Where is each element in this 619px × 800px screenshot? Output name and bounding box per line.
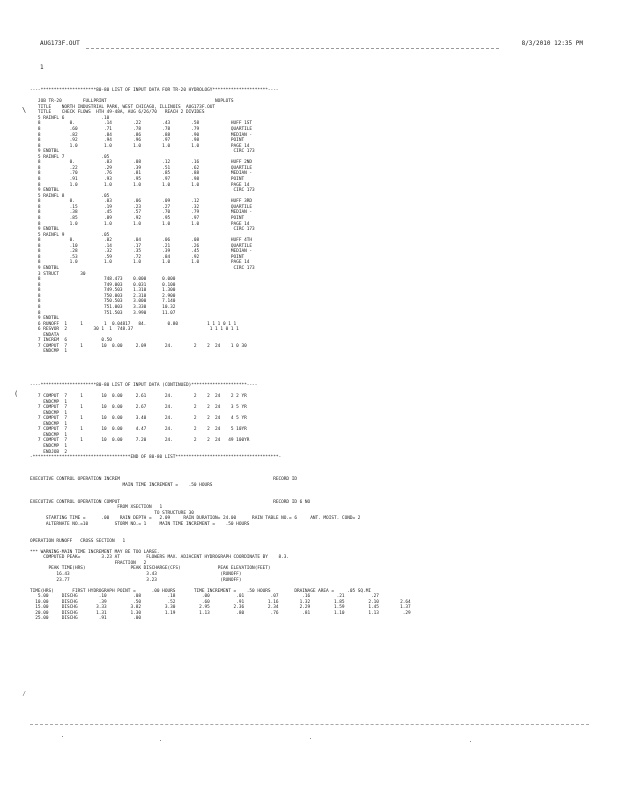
- listing-line: 8 .38 .45 .57 .70 .79 MEDIAN -: [30, 210, 253, 216]
- listing-line: TITLE NORTH INDUSTRIAL PARK, WEST CHICAGO, ILLINOIS AUG173F.OUT: [30, 104, 216, 110]
- listing-line: 7 COMPUT 7 1 10 0.00 4.47 24. 2 2 24 5 10YR: [30, 427, 247, 433]
- margin-bracket-mark: (: [14, 390, 19, 398]
- listing-line: ENDCMP 1: [30, 432, 68, 438]
- listing-line: 6 RUNOFF 1 1 1 0.04817 84. 0.80 1 1 1 0 1 1: [30, 321, 237, 327]
- listing-line: ENDCMP 1: [30, 349, 68, 355]
- listing-line: 8 .28 .32 .35 .39 .45 MEDIAN -: [30, 249, 253, 255]
- listing-line: EXECUTIVE CONTROL OPERATION INCREM RECORD ID: [30, 477, 297, 483]
- listing-line: 8 .10 .14 .17 .21 .26 QUARTILE: [30, 243, 253, 249]
- listing-line: 7 COMPUT 7 1 10 0.00 2.61 24. 2 2 24 2 2 YR: [30, 393, 247, 399]
- listing-line: FRACTION 2: [30, 560, 147, 566]
- footer-rule: [30, 724, 589, 725]
- listing-line: 8 .60 .71 .78 .78 .79 QUARTILE: [30, 126, 253, 132]
- listing-line: 8 .22 .29 .39 .51 .62 QUARTILE: [30, 165, 253, 171]
- listing-line: 8 1.0 1.0 1.0 1.0 1.0 PAGE 14: [30, 260, 250, 266]
- listing-line: 15.00 DISCHG 3.33 3.82 3.30 2.95 2.36 2.34 2.29 1.59 1.45 1.37: [30, 605, 411, 611]
- listing-line: ENDCMP 1: [30, 444, 68, 449]
- page-number: 1: [40, 64, 44, 71]
- scan-speck: [160, 740, 161, 741]
- listing-line: 7 COMPUT 7 1 10 0.00 3.40 24. 2 2 24 4 5 YR: [30, 416, 247, 422]
- listing-line: ALTERNATE NO.=10 STORM NO.= 1 MAIN TIME INCREMENT = .50 HOURS: [30, 521, 250, 527]
- listing-line: FROM XSECTION 1: [30, 505, 163, 511]
- listing-line: 5 RAINFL 8 .05: [30, 193, 110, 199]
- listing-line: 8 748.473 0.000 0.000: [30, 277, 176, 283]
- header-datetime: 8/3/2010 12:35 PM: [521, 40, 583, 47]
- listing-line: 8 750.003 2.310 2.900: [30, 293, 176, 299]
- header-filename: AUG173F.OUT: [40, 40, 80, 47]
- listing-line: 5.00 DISCHG .10 .08 .18 .00 .01 .07 .16 .21 .27: [30, 594, 379, 600]
- listing-line: 8 749.003 0.031 0.100: [30, 282, 176, 288]
- listing-line: 8 750.503 3.000 7.140: [30, 299, 176, 305]
- listing-line: -*************************************END OF 80-80 LIST***************************************-: [30, 455, 282, 461]
- listing-line: 8 .91 .93 .95 .97 .98 POINT: [30, 177, 245, 182]
- listing-line: TO STRUCTURE 30: [30, 510, 194, 516]
- listing-line: 9 ENDTBL CIRC 173: [30, 149, 255, 155]
- listing-line: COMPUTED PEAK= 3.23 AT FLOWERS MAX. ADJACENT HYDROGRAPH COORDINATE BY 8.3.: [30, 555, 290, 561]
- listing-line: 5 RAINFL 9 .05: [30, 232, 110, 238]
- listing-line: 8 751.503 3.990 11.07: [30, 310, 176, 316]
- listing-line: 8 1.0 1.0 1.0 1.0 1.0 PAGE 14: [30, 143, 250, 149]
- listing-line: 7 COMPUT 7 1 10 0.00 7.20 24. 2 2 24 49 100YR: [30, 438, 250, 444]
- listing-line: 16.43 3.43 (RUNOFF): [30, 571, 242, 577]
- listing-line: MAIN TIME INCREMENT = .50 HOURS: [30, 482, 213, 488]
- listing-line: 8 .85 .89 .92 .95 .97 POINT: [30, 215, 245, 221]
- listing-line: 6 RESVOR 2 30 1 1 748.37 1 1 1 0 1 1: [30, 327, 239, 333]
- scan-speck: [62, 736, 63, 737]
- listing-line: 9 ENDTBL CIRC 173: [30, 188, 255, 194]
- listing-line: ENDCMP 1: [30, 399, 68, 405]
- listing-line: STARTING TIME = .00 RAIN DEPTH = 2.09 RAIN DURATION= 24.00 RAIN TABLE NO.= 6 ANT. MOIST. COND= 2: [30, 516, 361, 522]
- listing-line: ----*********************80-80 LIST OF INPUT DATA (CONTINUED)*********************----: [30, 382, 258, 388]
- listing-line: 8 .92 .94 .96 .97 .98 POINT: [30, 138, 245, 144]
- listing-line: OPERATION RUNOFF CROSS SECTION 1: [30, 538, 126, 544]
- listing-line: 8 1.0 1.0 1.0 1.0 1.0 PAGE 14: [30, 221, 250, 227]
- listing-line: 3 STRUCT 30: [30, 271, 86, 277]
- tr20-output-listing: [30, 88, 596, 622]
- listing-line: 8 1.0 1.0 1.0 1.0 1.0 PAGE 14: [30, 182, 250, 188]
- listing-line: 8 749.503 1.310 1.300: [30, 288, 176, 294]
- listing-line: ENDATA: [30, 332, 60, 338]
- listing-line: 8 751.003 3.330 10.32: [30, 304, 176, 310]
- listing-line: 20.00 DISCHG 1.31 1.30 1.19 1.13 .80 .76 .81 1.10 1.13 .29: [30, 610, 411, 616]
- listing-line: 5 RAINFL 7 .05: [30, 154, 110, 160]
- scan-speck: [310, 738, 311, 739]
- listing-line: 8 .82 .84 .86 .88 .90 MEDIAN -: [30, 132, 253, 138]
- margin-tick-mark: ⁄: [22, 690, 27, 698]
- listing-line: 9 ENDTBL CIRC 173: [30, 227, 255, 233]
- listing-line: 7 COMPUT 7 1 10 0.00 2.09 24. 2 2 24 1 0 30: [30, 343, 247, 349]
- listing-line: 9 ENDTBL CIRC 173: [30, 266, 255, 271]
- listing-line: TIME(HRS) FIRST HYDROGRAPH POINT = .00 HOURS TIME INCREMENT = .50 HOURS DRAINAGE AREA = .05 SQ.MI: [30, 588, 371, 594]
- listing-line: 7 INCREM 6 0.50: [30, 338, 112, 344]
- listing-line: 8 0. .14 .22 .43 .58 HUFF 1ST: [30, 121, 253, 127]
- listing-line: 23.77 3.23 (RUNOFF): [30, 577, 242, 583]
- listing-line: 10.00 DISCHG .39 .50 .52 .60 .91 1.16 1.32 1.85 2.10 2.64: [30, 599, 411, 605]
- listing-line: 9 ENDTBL: [30, 316, 60, 322]
- header-rule: [86, 48, 499, 49]
- listing-line: 25.00 DISCHG .91 .00: [30, 616, 142, 622]
- margin-check-mark: \: [22, 106, 27, 114]
- listing-line: 8 0. .03 .06 .09 .12 HUFF 3RD: [30, 199, 253, 205]
- listing-line: 8 .53 .59 .72 .84 .92 POINT: [30, 254, 245, 260]
- listing-line: 8 .70 .76 .81 .85 .88 MEDIAN -: [30, 171, 253, 177]
- listing-line: TITLE CHECK FLOWS HTH 49-48A, AUG 6/26/70 REACH 2 DIVIDES: [30, 110, 205, 116]
- listing-line: 7 COMPUT 7 1 10 0.00 2.67 24. 2 2 24 3 5 YR: [30, 405, 247, 411]
- scan-speck: [470, 741, 471, 742]
- listing-line: 8 0. .02 .04 .06 .08 HUFF 4TH: [30, 238, 253, 244]
- listing-line: *** WARNING-MAIN TIME INCREMENT MAY BE TOO LARGE.: [30, 549, 160, 555]
- listing-line: ENDCMP 1: [30, 421, 68, 427]
- listing-line: ENDJOB 2: [30, 449, 68, 455]
- listing-line: ----*********************80-80 LIST OF INPUT DATA FOR TR-20 HYDROLOGY*********************----: [30, 88, 279, 93]
- listing-line: PEAK TIME(HRS) PEAK DISCHARGE(CFS) PEAK ELEVATION(FEET): [30, 566, 271, 572]
- listing-line: ENDCMP 1: [30, 410, 68, 416]
- listing-line: 5 RAINFL 6 .10: [30, 115, 110, 121]
- listing-line: 8 0. .03 .08 .12 .16 HUFF 2ND: [30, 160, 253, 166]
- listing-line: JOB TR-20 FULLPRINT NOPLOTS: [30, 99, 234, 105]
- listing-line: EXECUTIVE CONTROL OPERATION COMPUT RECORD ID 6 NO: [30, 499, 311, 505]
- listing-line: 8 .15 .19 .23 .27 .32 QUARTILE: [30, 204, 253, 210]
